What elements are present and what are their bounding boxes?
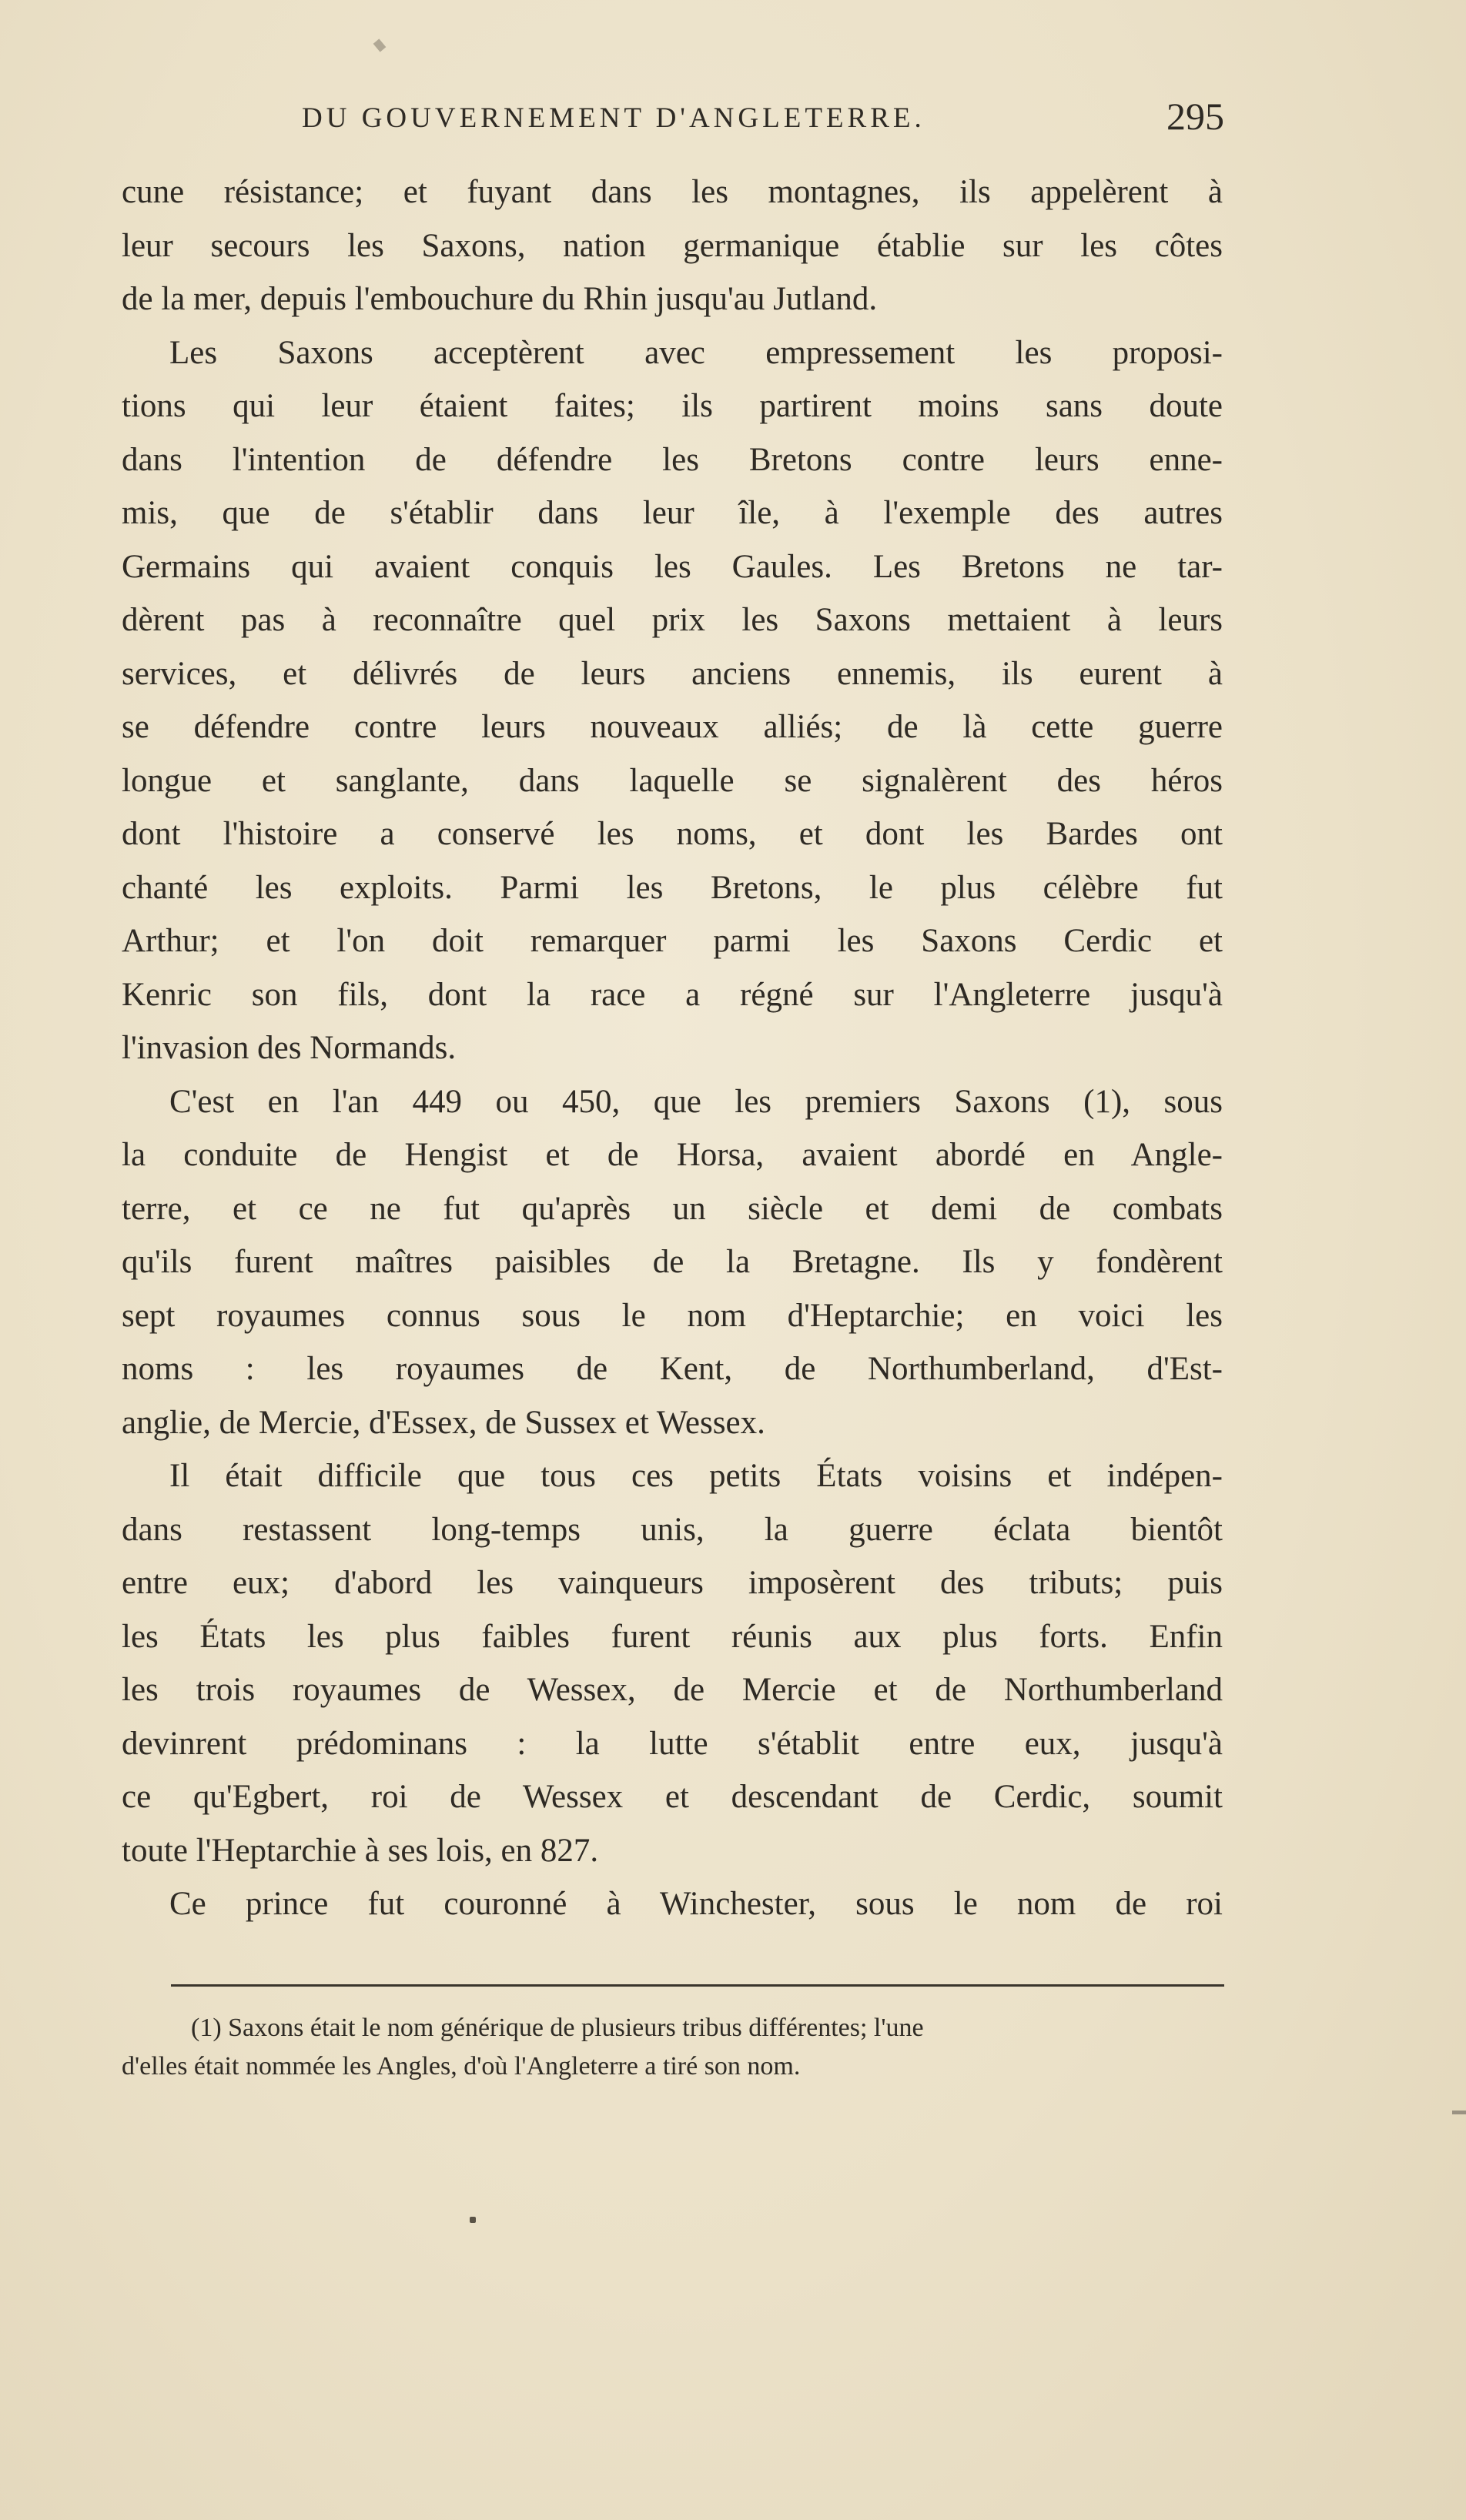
text-line: Germains qui avaient conquis les Gaules. Les Bretons ne tar- [122, 548, 1223, 585]
text-line: entre eux; d'abord les vainqueurs imposèrent des tributs; puis [122, 1565, 1223, 1601]
body-text [122, 165, 1223, 1931]
text-line: dèrent pas à reconnaître quel prix les Saxons mettaient à leurs [122, 602, 1223, 638]
text-line: noms : les royaumes de Kent, de Northumberland, d'Est- [122, 1351, 1223, 1387]
page-number: 295 [1166, 95, 1224, 138]
footnote-rule [171, 1984, 1224, 1987]
text-line: ce qu'Egbert, roi de Wessex et descendant de Cerdic, soumit [122, 1779, 1223, 1815]
paragraph [122, 165, 1223, 326]
paragraph [122, 1449, 1223, 1877]
footnote [122, 2009, 1223, 2086]
paragraph [122, 1075, 1223, 1450]
paragraph [122, 1877, 1223, 1931]
text-line: cune résistance; et fuyant dans les montagnes, ils appelèrent à [122, 174, 1223, 210]
text-line: Il était difficile que tous ces petits États voisins et indépen- [169, 1458, 1223, 1494]
text-line: de la mer, depuis l'embouchure du Rhin jusqu'au Jutland. [122, 281, 878, 317]
text-line: mis, que de s'établir dans leur île, à l'exemple des autres [122, 495, 1223, 531]
text-line: dont l'histoire a conservé les noms, et dont les Bardes ont [122, 816, 1223, 852]
text-line: dans restassent long-temps unis, la guerre éclata bientôt [122, 1511, 1223, 1548]
text-line: l'invasion des Normands. [122, 1030, 457, 1066]
paper-blemish [373, 38, 387, 52]
ink-speck [470, 2217, 476, 2223]
paragraph [122, 326, 1223, 1075]
text-line: Ce prince fut couronné à Winchester, sous le nom de roi [169, 1886, 1223, 1922]
footnote-line: (1) Saxons était le nom générique de plusieurs tribus différentes; l'une [191, 2014, 924, 2042]
text-line: se défendre contre leurs nouveaux alliés; de là cette guerre [122, 709, 1223, 745]
text-line: C'est en l'an 449 ou 450, que les premiers Saxons (1), sous [169, 1083, 1223, 1120]
text-line: les États les plus faibles furent réunis aux plus forts. Enfin [122, 1618, 1223, 1655]
text-line: longue et sanglante, dans laquelle se signalèrent des héros [122, 762, 1223, 799]
text-line: leur secours les Saxons, nation germanique établie sur les côtes [122, 227, 1223, 264]
text-line: services, et délivrés de leurs anciens ennemis, ils eurent à [122, 655, 1223, 692]
text-line: dans l'intention de défendre les Bretons contre leurs enne- [122, 441, 1223, 478]
page-header [123, 94, 1224, 148]
text-line: les trois royaumes de Wessex, de Mercie et de Northumberland [122, 1672, 1223, 1708]
text-line: chanté les exploits. Parmi les Bretons, le plus célèbre fut [122, 869, 1223, 906]
text-line: tions qui leur étaient faites; ils partirent moins sans doute [122, 388, 1223, 424]
text-line: Les Saxons acceptèrent avec empressement les proposi- [169, 334, 1223, 371]
text-line: Arthur; et l'on doit remarquer parmi les Saxons Cerdic et [122, 923, 1223, 959]
text-line: anglie, de Mercie, d'Essex, de Sussex et Wessex. [122, 1404, 765, 1441]
footnote-line: d'elles était nommée les Angles, d'où l'Angleterre a tiré son nom. [122, 2052, 801, 2081]
text-line: la conduite de Hengist et de Horsa, avaient abordé en Angle- [122, 1137, 1223, 1173]
text-line: toute l'Heptarchie à ses lois, en 827. [122, 1832, 599, 1869]
page-edge-mark [1452, 2111, 1466, 2114]
text-line: terre, et ce ne fut qu'après un siècle et demi de combats [122, 1190, 1223, 1227]
text-line: sept royaumes connus sous le nom d'Heptarchie; en voici les [122, 1297, 1223, 1334]
text-line: devinrent prédominans : la lutte s'établit entre eux, jusqu'à [122, 1725, 1223, 1762]
text-line: Kenric son fils, dont la race a régné sur l'Angleterre jusqu'à [122, 976, 1223, 1013]
text-line: qu'ils furent maîtres paisibles de la Bretagne. Ils y fondèrent [122, 1244, 1223, 1280]
running-title: DU GOUVERNEMENT D'ANGLETERRE. [302, 102, 925, 134]
